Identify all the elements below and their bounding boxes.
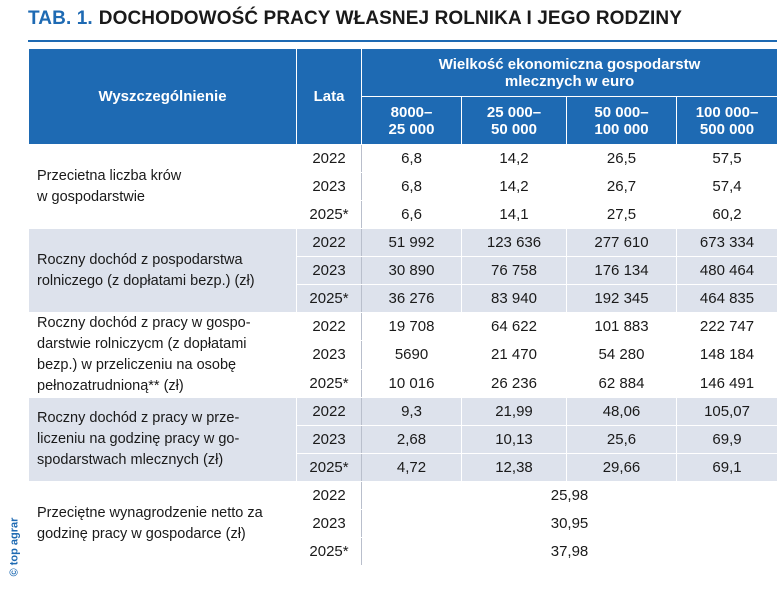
value-cell: 123 636: [462, 229, 567, 257]
value-cell: 51 992: [362, 229, 462, 257]
value-cell: 19 708: [362, 313, 462, 341]
value-cell: 9,3: [362, 398, 462, 426]
year-cell: 2023: [297, 257, 362, 285]
value-cell: 21,99: [462, 398, 567, 426]
value-cell: 27,5: [567, 201, 677, 229]
value-cell: 29,66: [567, 454, 677, 482]
value-cell: 76 758: [462, 257, 567, 285]
value-cell: 10 016: [362, 369, 462, 397]
value-cell: 4,72: [362, 454, 462, 482]
merged-value-cell: 25,98: [362, 482, 778, 510]
value-cell: 64 622: [462, 313, 567, 341]
year-cell: 2025*: [297, 285, 362, 313]
header-year: Lata: [297, 49, 362, 145]
merged-value-cell: 30,95: [362, 510, 778, 538]
row-label: Roczny dochód z pracy w gospo- darstwie rolniczycm (z dopłatami bezp.) w przeliczeniu na osobę pełnozatrudnioną** (zł): [29, 313, 297, 398]
year-cell: 2023: [297, 510, 362, 538]
table-number: TAB. 1.: [28, 8, 93, 29]
value-cell: 62 884: [567, 369, 677, 397]
year-cell: 2022: [297, 313, 362, 341]
row-label: Przecietna liczba krów w gospodarstwie: [29, 145, 297, 229]
value-cell: 277 610: [567, 229, 677, 257]
year-cell: 2025*: [297, 454, 362, 482]
header-size-class: 8000– 25 000: [362, 97, 462, 145]
value-cell: 25,6: [567, 426, 677, 454]
header-size-class: 50 000– 100 000: [567, 97, 677, 145]
table-row: [29, 398, 778, 426]
table-row: [29, 313, 778, 341]
year-cell: 2023: [297, 426, 362, 454]
value-cell: 192 345: [567, 285, 677, 313]
year-cell: 2022: [297, 482, 362, 510]
value-cell: 6,6: [362, 201, 462, 229]
header-size-class: 25 000– 50 000: [462, 97, 567, 145]
value-cell: 105,07: [677, 398, 778, 426]
value-cell: 36 276: [362, 285, 462, 313]
title-rule: [28, 40, 777, 42]
row-label: Przeciętne wynagrodzenie netto za godzinę pracy w gospodarce (zł): [29, 482, 297, 566]
value-cell: 5690: [362, 341, 462, 369]
value-cell: 26 236: [462, 369, 567, 397]
value-cell: 30 890: [362, 257, 462, 285]
year-cell: 2022: [297, 398, 362, 426]
year-cell: 2025*: [297, 201, 362, 229]
year-cell: 2023: [297, 173, 362, 201]
value-cell: 101 883: [567, 313, 677, 341]
value-cell: 21 470: [462, 341, 567, 369]
year-cell: 2023: [297, 341, 362, 369]
value-cell: 54 280: [567, 341, 677, 369]
value-cell: 69,9: [677, 426, 778, 454]
row-label: Roczny dochód z pospodarstwa rolniczego (z dopłatami bezp.) (zł): [29, 229, 297, 313]
year-cell: 2025*: [297, 538, 362, 566]
value-cell: 60,2: [677, 201, 778, 229]
year-cell: 2022: [297, 145, 362, 173]
value-cell: 57,4: [677, 173, 778, 201]
income-table: [28, 48, 778, 566]
row-label: Roczny dochód z pracy w prze- liczeniu na godzinę pracy w go- spodarstwach mlecznych (zł): [29, 398, 297, 482]
value-cell: 6,8: [362, 145, 462, 173]
value-cell: 14,2: [462, 173, 567, 201]
value-cell: 176 134: [567, 257, 677, 285]
value-cell: 10,13: [462, 426, 567, 454]
merged-value-cell: 37,98: [362, 538, 778, 566]
value-cell: 26,5: [567, 145, 677, 173]
value-cell: 148 184: [677, 341, 778, 369]
value-cell: 14,1: [462, 201, 567, 229]
value-cell: 222 747: [677, 313, 778, 341]
table-row: [29, 145, 778, 173]
value-cell: 69,1: [677, 454, 778, 482]
value-cell: 146 491: [677, 369, 778, 397]
table-row: [29, 482, 778, 510]
value-cell: 26,7: [567, 173, 677, 201]
watermark-text: © top agrar: [8, 517, 20, 577]
year-cell: 2022: [297, 229, 362, 257]
header-item: Wyszczególnienie: [29, 49, 297, 145]
value-cell: 480 464: [677, 257, 778, 285]
value-cell: 673 334: [677, 229, 778, 257]
value-cell: 464 835: [677, 285, 778, 313]
table-title-text: DOCHODOWOŚĆ PRACY WŁASNEJ ROLNIKA I JEGO RODZINY: [98, 8, 683, 29]
watermark: [4, 506, 24, 588]
value-cell: 48,06: [567, 398, 677, 426]
header-size-class: 100 000– 500 000: [677, 97, 778, 145]
value-cell: 2,68: [362, 426, 462, 454]
value-cell: 14,2: [462, 145, 567, 173]
year-cell: 2025*: [297, 369, 362, 397]
table-row: [29, 229, 778, 257]
value-cell: 12,38: [462, 454, 567, 482]
value-cell: 83 940: [462, 285, 567, 313]
table-title: [28, 8, 682, 30]
header-size-group: Wielkość ekonomiczna gospodarstw mlecznych w euro: [362, 49, 778, 97]
value-cell: 6,8: [362, 173, 462, 201]
value-cell: 57,5: [677, 145, 778, 173]
